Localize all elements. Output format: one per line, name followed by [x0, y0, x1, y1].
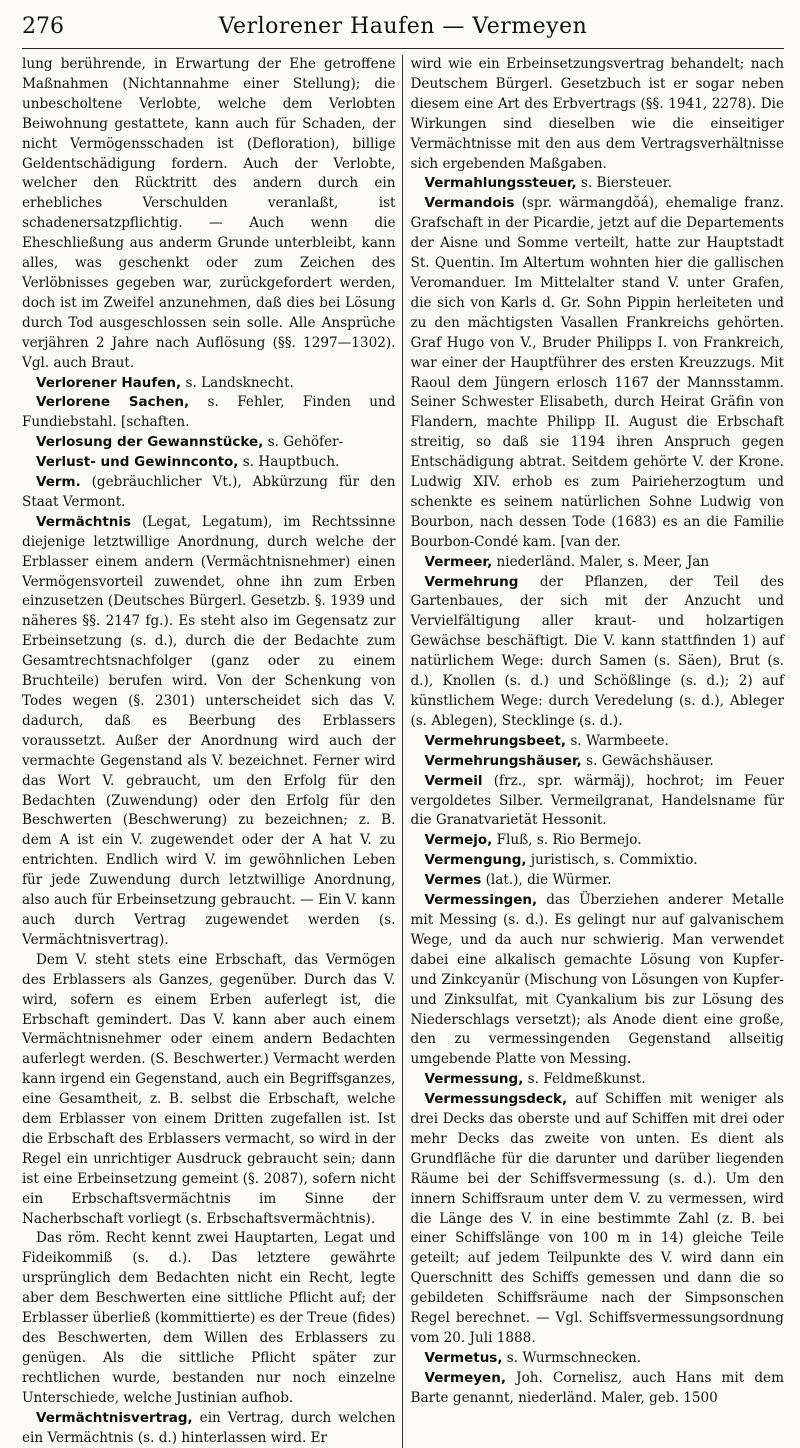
dictionary-entry	[411, 194, 785, 552]
dictionary-entry	[411, 752, 785, 772]
entry-text: (Legat, Legatum), im Rechtssinne diejenige letztwillige Anordnung, durch welche der Erblasser einem andern (Vermächtnisnehmer) einen Vermögensvorteil zuwendet, ohne ihn zum Erben einzusetzen (Deutsches Bürgerl. Gesetzb. §. 1939 und näheres §§. 2147 fg.). Es steht also im Gegensatz zur Erbeinsetzung (s. d.), durch die der Bedachte zum Gesamtrechtsnachfolger (ganz oder zu einem Bruchteile) berufen wird. Von der Schenkung von Todes wegen (§. 2301) unterscheidet sich das V. dadurch, daß es Beerbung des Erblassers voraussetzt. Außer der Anordnung wird auch der vermachte Gegenstand als V. bezeichnet. Ferner wird das Wort V. gebraucht, um den Erfolg für den Bedachten (Zuwendung) oder den Erfolg für den Beschwerten (Beschwerung) zu bezeichnen; z. B. dem A ist ein V. zugewendet oder der A hat V. zu entrichten. Endlich wird V. im gewöhnlichen Leben für jede Zuwendung durch letztwillige Anordnung, also auch für Erbeinsetzung gebraucht. — Ein V. kann auch durch Vertrag zugewendet werden (s. Vermächtnisvertrag).	[22, 513, 396, 948]
entry-headword: Vermessung,	[424, 1071, 524, 1088]
entry-text: (spr. wärmangdŏá), ehemalige franz. Grafschaft in der Picardie, jetzt auf die Departements der Aisne und Somme verteilt, hatte zur Hauptstadt St. Quentin. Im Altertum wohnten hier die gallischen Veromanduer. Im Mittelalter stand V. unter Grafen, die sich von Karls d. Gr. Sohn Pippin herleiteten und zu den mächtigsten Vasallen Frankreichs gehörten. Graf Hugo von V., Bruder Philipps I. von Frankreich, war einer der Hauptführer des ersten Kreuzzugs. Mit Raoul dem Jüngern erlosch 1167 der Mannsstamm. Seiner Schwester Elisabeth, durch Heirat Gräfin von Flandern, machte Philipp II. August die Erbschaft streitig, so daß sie 1194 ihren Anspruch gegen Entschädigung abtrat. Seitdem gehörte V. der Krone. Ludwig XIV. erhob es zum Pairieherzogtum und schenkte es seinem natürlichen Sohne Ludwig von Bourbon, nach dessen Tode (1683) es an die Familie Bourbon-Condé kam. [van der.	[410, 195, 784, 550]
left-column	[22, 55, 403, 1448]
entry-text: (gebräuchlicher Vt.), Abkürzung für den Staat Vermont.	[22, 474, 396, 510]
text-paragraph	[22, 951, 396, 1230]
entry-text: Fluß, s. Rio Bermejo.	[492, 832, 642, 849]
entry-headword: Vermengung,	[424, 852, 527, 869]
dictionary-entry	[22, 453, 396, 473]
entry-text: Joh. Cornelisz, auch Hans mit dem Barte genannt, niederländ. Maler, geb. 1500	[410, 1369, 784, 1406]
entry-headword: Vermessingen,	[424, 892, 538, 909]
running-title: Verlorener Haufen — Vermeyen	[218, 14, 588, 39]
entry-headword: Vermandois	[424, 195, 515, 212]
dictionary-entry	[411, 1090, 785, 1349]
dictionary-entry	[22, 393, 396, 433]
dictionary-entry	[411, 553, 785, 573]
entry-headword: Verlorener Haufen,	[36, 374, 182, 391]
dictionary-entry	[411, 573, 785, 732]
entry-headword: Vermes	[424, 872, 482, 889]
dictionary-entry	[22, 513, 396, 951]
entry-text: s. Warmbeete.	[566, 732, 669, 749]
entry-text: s. Gewächshäuser.	[581, 752, 714, 769]
entry-headword: Vermejo,	[424, 832, 493, 849]
text-paragraph	[22, 1229, 396, 1408]
text-paragraph	[22, 55, 396, 374]
entry-headword: Vermetus,	[424, 1349, 503, 1366]
entry-text: juristisch, s. Commixtio.	[526, 852, 698, 869]
entry-headword: Verlust- und Gewinnconto,	[36, 454, 239, 471]
entry-text: Das röm. Recht kennt zwei Hauptarten, Legat und Fideikommiß (s. d.). Das letztere gewährte ursprünglich dem Bedachten nicht ein Recht, legte aber dem Beschwerten eine sittliche Pflicht auf; der Erblasser überließ (kommittierte) es der Treue (fides) des Beschwerten, dem Willen des Erblassers zu genügen. Als die sittliche Pflicht später zur rechtlichen wurde, bestanden nur noch einzelne Unterschiede, welche Justinian aufhob.	[22, 1230, 396, 1406]
entry-text: s. Wurmschnecken.	[502, 1349, 642, 1366]
dictionary-entry	[411, 1369, 785, 1409]
text-columns	[22, 55, 784, 1448]
entry-headword: Vermächtnis	[36, 513, 132, 530]
entry-text: s. Feldmeßkunst.	[523, 1071, 646, 1088]
dictionary-entry	[411, 891, 785, 1070]
entry-text: s. Hauptbuch.	[238, 454, 340, 471]
dictionary-entry	[411, 174, 785, 194]
dictionary-entry	[22, 374, 396, 394]
dictionary-entry	[411, 772, 785, 832]
right-column	[403, 55, 785, 1448]
entry-headword: Verlosung der Gewannstücke,	[36, 434, 264, 451]
dictionary-entry	[411, 871, 785, 891]
entry-text: ein Vertrag, durch welchen ein Vermächtnis (s. d.) hinterlassen wird. Er	[22, 1409, 396, 1446]
entry-text: das Überziehen anderer Metalle mit Messing (s. d.). Es gelingt nur auf galvanischem Wege, und da auch nur schwierig. Man verwendet dabei eine alkalisch gemachte Lösung von Kupfer- und Zinkcyanür (Mischung von Lösungen von Kupfer- und Zinksulfat, mit Cyankalium bis zur Lösung des Niederschlags versetzt); als Anode dient eine große, den zu vermessingenden Gegenstand allseitig umgebende Platte von Messing.	[410, 892, 784, 1068]
entry-headword: Vermächtnisvertrag,	[36, 1409, 193, 1426]
entry-text: Dem V. steht stets eine Erbschaft, das Vermögen des Erblassers als Ganzes, gegenüber. Durch das V. wird, sofern es einem Erben auferlegt ist, die Erbschaft gemindert. Das V. kann aber auch einem Vermächtnisnehmer oder einem andern Bedachten auferlegt werden. (S. Beschwerter.) Vermacht werden kann irgend ein Gegenstand, auch ein Begriffsganzes, eine Gesamtheit, z. B. selbst die Erbschaft, welche dem Erblasser von einem Dritten zugefallen ist. Ist die Erbschaft des Erblassers vermacht, so wird in der Regel ein unrichtiger Ausdruck gebraucht sein; dann ist eine Erbeinsetzung gemeint (§. 2087), sofern nicht ein Erbschaftsvermächtnis im Sinne der Nacherbschaft vorliegt (s. Erbschaftsvermächtnis).	[22, 951, 396, 1227]
dictionary-entry	[22, 433, 396, 453]
entry-text: auf Schiffen mit weniger als drei Decks das oberste und auf Schiffen mit drei oder mehr Decks das zweite von unten. Es dient als Grundfläche für die darunter und darüber liegenden Räume bei der Schiffsvermessung (s. d.). Um den innern Schiffsraum unter dem V. zu vermessen, wird die Länge des V. in eine bestimmte Zahl (z. B. bei einer Schiffslänge von 100 m in 14) gleiche Teile geteilt; auf jedem Teilpunkte des V. wird dann ein Querschnitt des Schiffs gemessen und dann die so gebildeten Schiffsräume nach der Simpsonschen Regel berechnet. — Vgl. Schiffsvermessungsordnung vom 20. Juli 1888.	[410, 1091, 784, 1346]
entry-text: (frz., spr. wärmäj), hochrot; im Feuer vergoldetes Silber. Vermeilgranat, Handelsname für die Granatvarietät Hessonit.	[410, 772, 784, 829]
entry-headword: Vermeil	[424, 772, 483, 789]
dictionary-entry	[22, 1409, 396, 1448]
entry-text: niederländ. Maler, s. Meer, Jan	[492, 553, 710, 570]
entry-headword: Vermehrung	[424, 573, 519, 590]
entry-headword: Vermehrungsbeet,	[424, 732, 566, 749]
entry-text: s. Biersteuer.	[576, 175, 673, 192]
page-number: 276	[22, 14, 64, 39]
entry-text: der Pflanzen, der Teil des Gartenbaues, der sich mit der Anzucht und Vervielfältigung aller kraut- und holzartigen Gewächse beschäftigt. Die V. kann stattfinden 1) auf natürlichem Wege: durch Samen (s. Säen), Brut (s. d.), Knollen (s. d.) und Schößlinge (s. d.); 2) auf künstlichem Wege: durch Veredelung (s. d.), Ableger (s. Ablegen), Stecklinge (s. d.).	[410, 573, 784, 729]
page-header	[22, 14, 784, 49]
dictionary-entry	[411, 851, 785, 871]
entry-text: s. Fehler, Finden und Fundiebstahl. [schaften.	[22, 394, 396, 431]
entry-headword: Vermeyen,	[424, 1369, 506, 1386]
dictionary-entry	[411, 831, 785, 851]
entry-headword: Verlorene Sachen,	[36, 394, 190, 411]
dictionary-entry	[411, 1070, 785, 1090]
entry-headword: Vermessungsdeck,	[424, 1091, 568, 1108]
dictionary-entry	[411, 732, 785, 752]
dictionary-entry	[411, 1349, 785, 1369]
dictionary-entry	[22, 473, 396, 513]
entry-text: s. Gehöfer-	[263, 434, 344, 451]
entry-headword: Vermehrungshäuser,	[424, 752, 582, 769]
entry-headword: Vermeer,	[424, 553, 493, 570]
entry-text: (lat.), die Würmer.	[481, 872, 612, 889]
entry-text: s. Landsknecht.	[181, 374, 294, 391]
entry-headword: Vermahlungssteuer,	[424, 175, 577, 192]
entry-headword: Verm.	[36, 474, 81, 491]
entry-text: wird wie ein Erbeinsetzungsvertrag behandelt; nach Deutschem Bürgerl. Gesetzbuch ist er sogar neben diesem eine Art des Erbvertrags (§§. 1941, 2278). Die Wirkungen sind dieselben wie die einseitiger Vermächtnisse mit den aus dem Vertragsverhältnisse sich ergebenden Maßgaben.	[410, 56, 784, 172]
entry-text: lung berührende, in Erwartung der Ehe getroffene Maßnahmen (Nichtannahme einer Stellung); die unbescholtene Verlobte, welche dem Verlobten Beiwohnung gestattete, kann auch für Schaden, der nicht Vermögensschaden ist (Defloration), billige Geldentschädigung fordern. Auch der Verlobte, welcher den Rücktritt des andern durch ein erhebliches Verschulden veranlaßt, ist schadenersatzpflichtig. — Auch wenn die Eheschließung aus anderm Grunde unterbleibt, kann alles, was geschenkt oder zum Zeichen des Verlöbnisses gegeben war, zurückgefordert werden, doch ist im Zweifel anzunehmen, daß dies bei Lösung durch Tod ausgeschlossen sein solle. Alle Ansprüche verjähren 2 Jahre nach Auflösung (§§. 1297—1302). Vgl. auch Braut.	[22, 56, 396, 371]
text-paragraph	[411, 55, 785, 174]
